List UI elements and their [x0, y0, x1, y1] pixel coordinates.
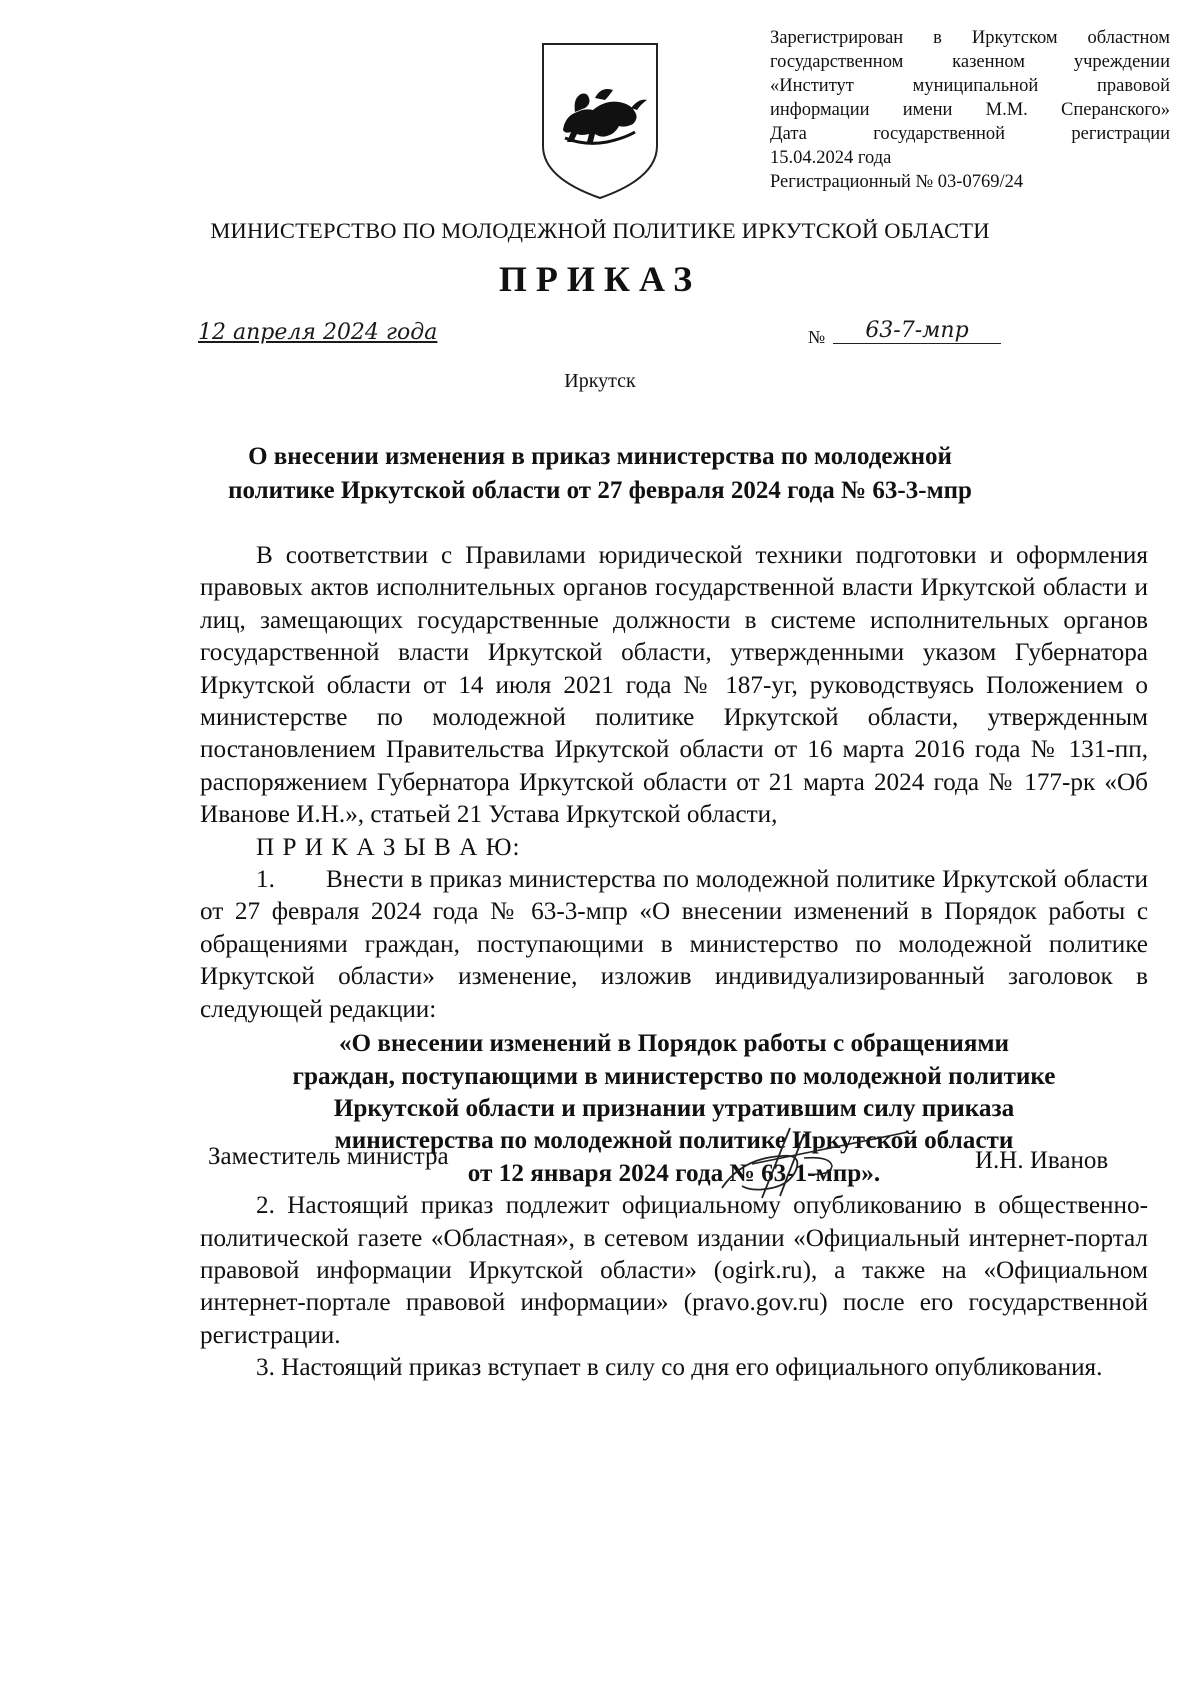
- quote-line: Иркутской области и признании утратившим силу приказа: [333, 1094, 1015, 1122]
- quote-line: «О внесении изменений в Порядок работы с обращениями: [338, 1030, 1010, 1058]
- document-title: [180, 440, 1020, 508]
- registration-line: Дата государственной регистрации: [770, 124, 1170, 144]
- document-date: 12 апреля 2024 года: [198, 320, 438, 345]
- item-3: 3. Настоящий приказ вступает в силу со дня его официального опубликования.: [256, 1354, 1103, 1382]
- quote-line: от 12 января 2024 года № 63-1-мпр».: [467, 1159, 881, 1187]
- order-word: П Р И К А З Ы В А Ю:: [256, 833, 521, 861]
- item-1-text: Внести в приказ министерства по молодежной политике Иркутской области от 27 февраля 2024 года № 63-3-мпр «О внесении изменений в Порядок работы с обращениями граждан, поступающими в министерство по молодежной политике Иркутской области» изменение, изложив индивидуализированный заголовок в следующей редакции:: [200, 866, 1148, 1023]
- city: Иркутск: [564, 370, 636, 392]
- document-type: ПРИКАЗ: [498, 259, 702, 299]
- registration-line: «Институт муниципальной правовой: [770, 76, 1170, 96]
- number-label: №: [808, 327, 826, 347]
- ministry-name: МИНИСТЕРСТВО ПО МОЛОДЕЖНОЙ ПОЛИТИКЕ ИРКУТСКОЙ ОБЛАСТИ: [210, 218, 990, 243]
- item-2: 2. Настоящий приказ подлежит официальному опубликованию в общественно-политической газете «Областная», в сетевом издании «Официальный интернет-портал правовой информации Иркутской области» (ogirk.ru), а также на «Официальном интернет-портале правовой информации» (pravo.gov.ru) после его государственной регистрации.: [200, 1192, 1148, 1349]
- registration-number: Регистрационный № 03-0769/24: [770, 172, 1024, 192]
- signer-role: Заместитель министра: [208, 1143, 449, 1170]
- registration-line: информации имени М.М. Сперанского»: [770, 100, 1170, 120]
- quote-line: министерства по молодежной политике Иркутской области: [334, 1127, 1014, 1155]
- title-line: О внесении изменения в приказ министерства по молодежной: [248, 443, 952, 470]
- registration-line: Зарегистрирован в Иркутском областном: [770, 28, 1170, 48]
- registration-date: 15.04.2024 года: [770, 148, 892, 168]
- handwritten-signature: [712, 1118, 912, 1213]
- signer-name: И.Н. Иванов: [975, 1147, 1109, 1174]
- preamble-paragraph: В соответствии с Правилами юридической техники подготовки и оформления правовых актов исполнительных органов государственной власти Иркутской области и лиц, замещающих государственные должности в системе исполнительных органов государственной власти Иркутской области, утвержденными указом Губернатора Иркутской области от 14 июля 2021 года № 187-уг, руководствуясь Положением о министерстве по молодежной политике Иркутской области, утвержденным постановлением Правительства Иркутской области от 16 марта 2016 года № 131-пп, распоряжением Губернатора Иркутской области от 21 марта 2024 года № 177-рк «Об Иванове И.Н.», статьей 21 Устава Иркутской области,: [200, 542, 1148, 829]
- title-line: политике Иркутской области от 27 февраля 2024 года № 63-3-мпр: [228, 477, 972, 504]
- coat-of-arms-irkutsk-icon: [535, 38, 665, 203]
- item-1-number: 1.: [256, 866, 275, 894]
- document-body: [200, 540, 1148, 1385]
- document-number: 63-7-мпр: [833, 318, 1001, 344]
- item-1: [200, 864, 1148, 1026]
- registration-line: государственном казенном учреждении: [770, 52, 1170, 72]
- quote-line: граждан, поступающими в министерство по молодежной политике: [292, 1062, 1056, 1090]
- registration-block: [770, 26, 1170, 194]
